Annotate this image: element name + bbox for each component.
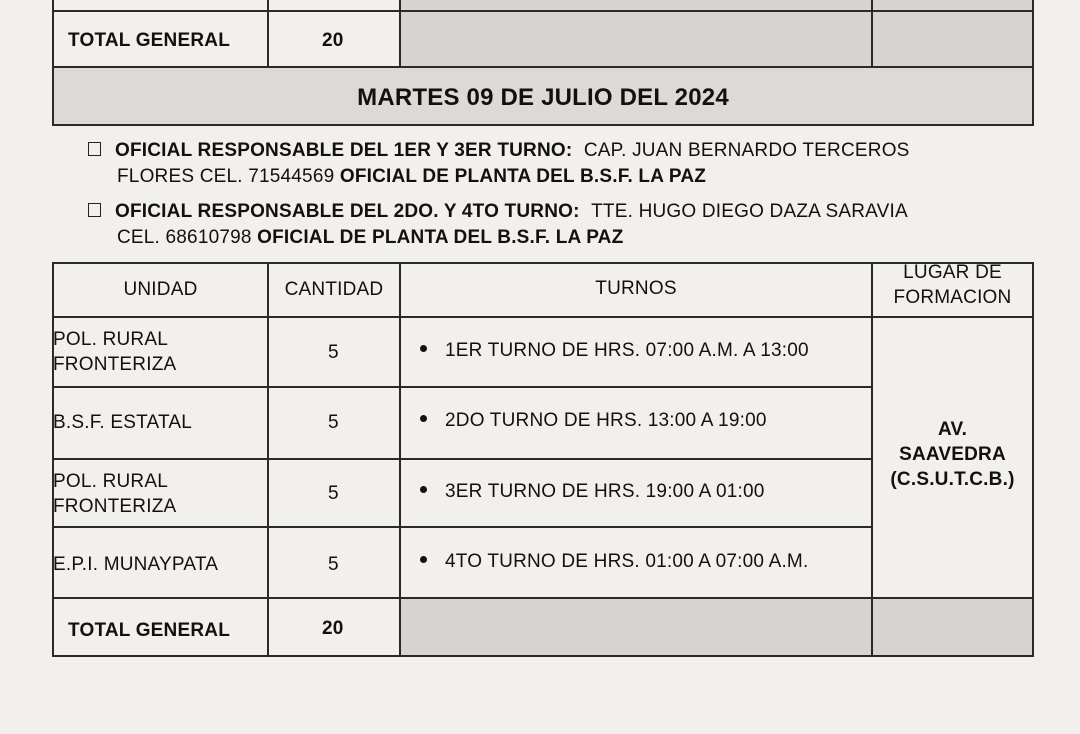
row-4-cantidad: 5 bbox=[328, 554, 339, 575]
row-1-turno: 1ER TURNO DE HRS. 07:00 A.M. A 13:00 bbox=[420, 340, 809, 362]
lugar-line-1: AV. bbox=[937, 419, 968, 440]
officer-1-line2 bbox=[117, 166, 706, 188]
bullet-icon bbox=[420, 415, 427, 422]
top-total-label: TOTAL GENERAL bbox=[68, 30, 230, 51]
header-cantidad: CANTIDAD bbox=[284, 279, 384, 300]
bottom-total-label: TOTAL GENERAL bbox=[68, 620, 230, 641]
row-3-unidad-1: POL. RURAL bbox=[53, 471, 168, 492]
day-header: MARTES 09 DE JULIO DEL 2024 bbox=[357, 84, 729, 111]
officer-1-role: OFICIAL RESPONSABLE DEL 1ER Y 3ER TURNO: bbox=[115, 140, 573, 161]
officer-2-unit: OFICIAL DE PLANTA DEL B.S.F. LA PAZ bbox=[257, 227, 624, 248]
officer-1-name-cont: FLORES CEL. 71544569 bbox=[117, 166, 335, 187]
row-4-unidad-1: E.P.I. MUNAYPATA bbox=[53, 554, 219, 575]
row-2-cantidad: 5 bbox=[328, 412, 339, 433]
bullet-icon bbox=[420, 486, 427, 493]
header-lugar-1: LUGAR DE bbox=[903, 262, 1002, 283]
officer-2-line2 bbox=[117, 227, 623, 249]
checkbox-icon bbox=[88, 142, 101, 156]
row-2-unidad-1: B.S.F. ESTATAL bbox=[53, 412, 193, 433]
lugar-line-3: (C.S.U.T.C.B.) bbox=[890, 469, 1015, 490]
checkbox-icon bbox=[88, 203, 101, 217]
top-total-value: 20 bbox=[322, 30, 344, 51]
officer-2-role: OFICIAL RESPONSABLE DEL 2DO. Y 4TO TURNO: bbox=[115, 201, 580, 222]
row-3-turno: 3ER TURNO DE HRS. 19:00 A 01:00 bbox=[420, 481, 765, 503]
row-3-unidad-2: FRONTERIZA bbox=[53, 496, 177, 517]
header-lugar-2: FORMACION bbox=[893, 287, 1012, 308]
officer-2-name: TTE. HUGO DIEGO DAZA SARAVIA bbox=[591, 201, 908, 222]
officer-1-line1 bbox=[88, 140, 910, 162]
officer-2-name-cont: CEL. 68610798 bbox=[117, 227, 252, 248]
officer-2-line1 bbox=[88, 201, 908, 223]
row-2-turno: 2DO TURNO DE HRS. 13:00 A 19:00 bbox=[420, 410, 767, 432]
row-4-turno: 4TO TURNO DE HRS. 01:00 A 07:00 A.M. bbox=[420, 551, 808, 573]
bullet-icon bbox=[420, 345, 427, 352]
row-1-cantidad: 5 bbox=[328, 342, 339, 363]
header-turnos: TURNOS bbox=[595, 278, 677, 299]
lugar-line-2: SAAVEDRA bbox=[899, 444, 1006, 465]
header-unidad: UNIDAD bbox=[123, 279, 198, 300]
officer-1-unit: OFICIAL DE PLANTA DEL B.S.F. LA PAZ bbox=[339, 166, 707, 187]
officer-1-name: CAP. JUAN BERNARDO TERCEROS bbox=[583, 140, 910, 161]
bottom-total-value: 20 bbox=[322, 618, 344, 639]
row-3-cantidad: 5 bbox=[328, 483, 339, 504]
row-1-unidad-1: POL. RURAL bbox=[53, 329, 168, 350]
bullet-icon bbox=[420, 556, 427, 563]
row-1-unidad-2: FRONTERIZA bbox=[53, 354, 177, 375]
